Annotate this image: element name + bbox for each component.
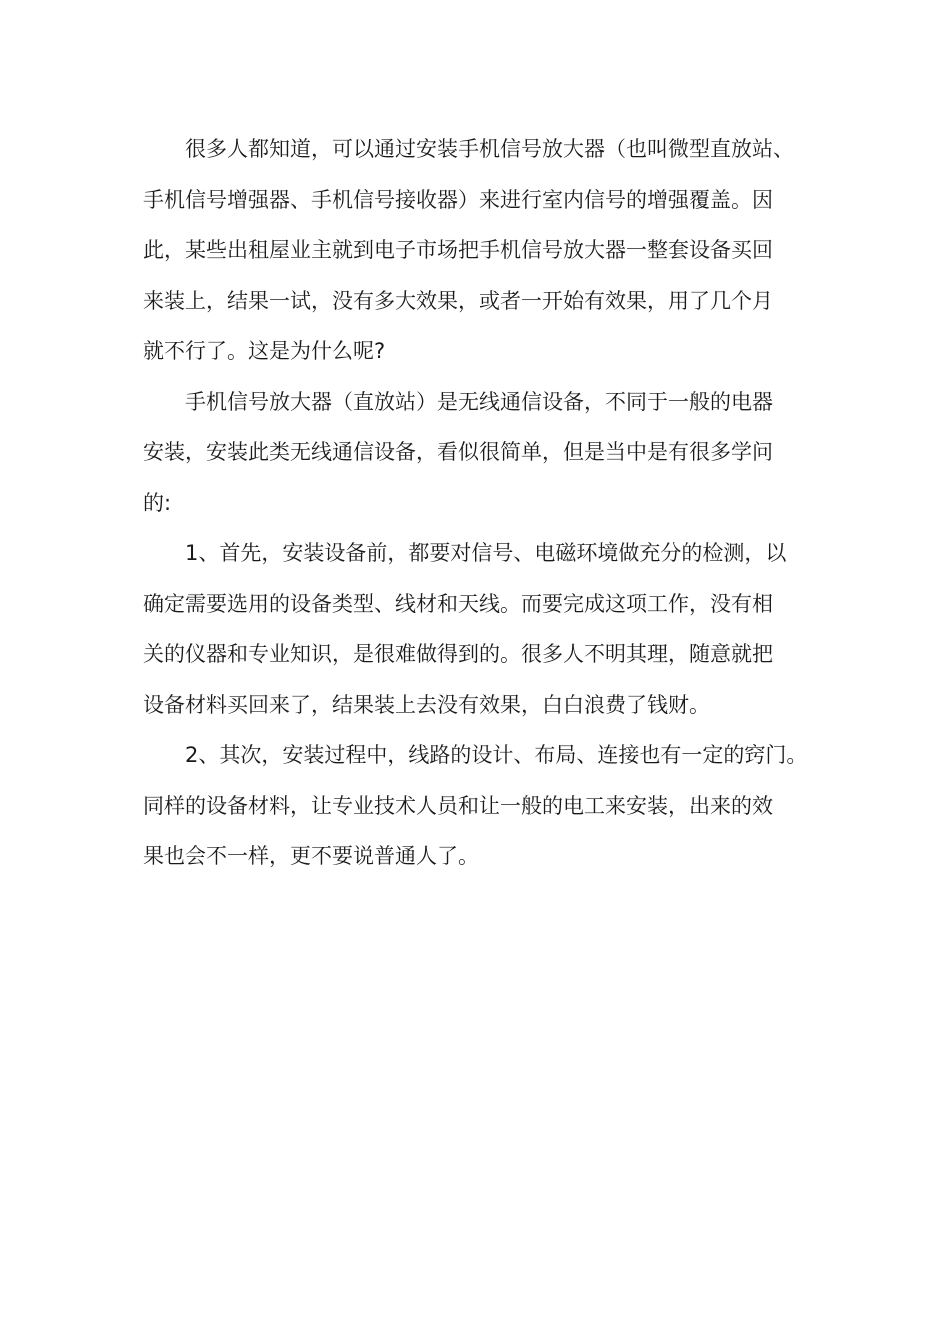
text-line: 同样的设备材料，让专业技术人员和让一般的电工来安装，出来的效 bbox=[143, 793, 773, 818]
text-line: 很多人都知道，可以通过安装手机信号放大器（也叫微型直放站、 bbox=[185, 137, 794, 161]
paragraph-4 bbox=[143, 730, 808, 882]
paragraph-1 bbox=[143, 124, 808, 377]
text-line: 1、首先，安装设备前，都要对信号、电磁环境做充分的检测，以 bbox=[185, 541, 787, 565]
text-line: 关的仪器和专业知识，是很难做得到的。很多人不明其理，随意就把 bbox=[143, 642, 773, 666]
paragraph-3 bbox=[143, 528, 808, 730]
text-line: 手机信号增强器、手机信号接收器）来进行室内信号的增强覆盖。因 bbox=[143, 187, 773, 212]
document-body bbox=[143, 124, 808, 882]
text-line: 设备材料买回来了，结果装上去没有效果，白白浪费了钱财。 bbox=[143, 692, 710, 717]
text-line: 安装，安装此类无线通信设备，看似很简单，但是当中是有很多学问 bbox=[143, 440, 773, 464]
text-line: 2、其次，安装过程中，线路的设计、布局、连接也有一定的窍门。 bbox=[185, 743, 808, 767]
text-line: 的: bbox=[143, 490, 172, 515]
text-line: 手机信号放大器（直放站）是无线通信设备，不同于一般的电器 bbox=[185, 389, 773, 414]
text-line: 果也会不一样，更不要说普通人了。 bbox=[143, 844, 479, 868]
text-line: 来装上，结果一试，没有多大效果，或者一开始有效果，用了几个月 bbox=[143, 288, 773, 313]
text-line: 此，某些出租屋业主就到电子市场把手机信号放大器一整套设备买回 bbox=[143, 238, 773, 262]
text-line: 就不行了。这是为什么呢? bbox=[143, 339, 386, 363]
text-line: 确定需要选用的设备类型、线材和天线。而要完成这项工作，没有相 bbox=[143, 591, 773, 616]
paragraph-2 bbox=[143, 377, 808, 529]
